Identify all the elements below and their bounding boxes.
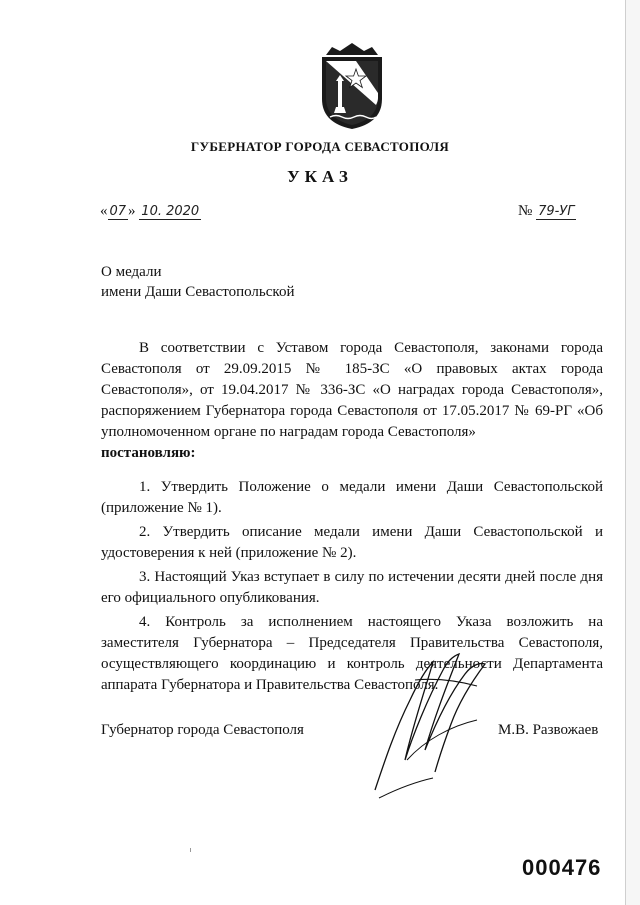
signatory-name: М.В. Развожаев <box>498 722 599 738</box>
number-value: 79-УГ <box>538 204 575 219</box>
decree-item-2: 2. Утвердить описание медали имени Даши Севастопольской и удостоверения к ней (приложение № 2). <box>101 524 603 561</box>
sevastopol-coat-of-arms-icon <box>316 41 388 131</box>
signatory-title: Губернатор города Севастополя <box>101 722 304 738</box>
document-number <box>518 203 576 220</box>
document-subject <box>101 262 294 302</box>
organization-title: ГУБЕРНАТОР ГОРОДА СЕВАСТОПОЛЯ <box>190 139 450 154</box>
date-month-year: 10. 2020 <box>141 204 200 219</box>
date-day: 07 <box>109 204 127 219</box>
subject-line-1: О медали <box>101 264 162 280</box>
number-prefix: № <box>518 203 533 219</box>
preamble-text: В соответствии с Уставом города Севастополя, законами города Севастополя от 29.09.2015 № 185-ЗС «О правовых актах города Севастополя», от 19.04.2017 № 336-ЗС «О наградах города Севастополя», распоряжением Губернатора города Севастополя от 17.05.2017 № 69-РГ «Об уполномоченном органе по наградам города Севастополя» <box>101 340 603 440</box>
subject-line-2: имени Даши Севастопольской <box>101 284 295 300</box>
decree-item-3: 3. Настоящий Указ вступает в силу по истечении десяти дней после дня его официального опубликования. <box>101 569 603 606</box>
decree-items <box>101 477 603 699</box>
document-type: УКАЗ <box>287 167 353 186</box>
decree-item-1: 1. Утвердить Положение о медали имени Даши Севастопольской (приложение № 1). <box>101 479 603 516</box>
scan-speck <box>190 848 191 852</box>
serial-number: 000476 <box>522 855 602 880</box>
decree-word: постановляю: <box>101 445 196 461</box>
handwritten-signature-icon <box>355 640 495 810</box>
date-close-quote: » <box>128 203 136 219</box>
page-edge <box>625 0 640 905</box>
decree-item-4: 4. Контроль за исполнением настоящего Указа возложить на заместителя Губернатора – Председателя Правительства Севастополя, осуществляющего координацию и контроль деятельности Департамента аппарата Губернатора и Правительства Севастополя. <box>101 614 603 693</box>
date-open-quote: « <box>100 203 108 219</box>
preamble-block <box>101 338 603 464</box>
document-date <box>100 203 201 220</box>
